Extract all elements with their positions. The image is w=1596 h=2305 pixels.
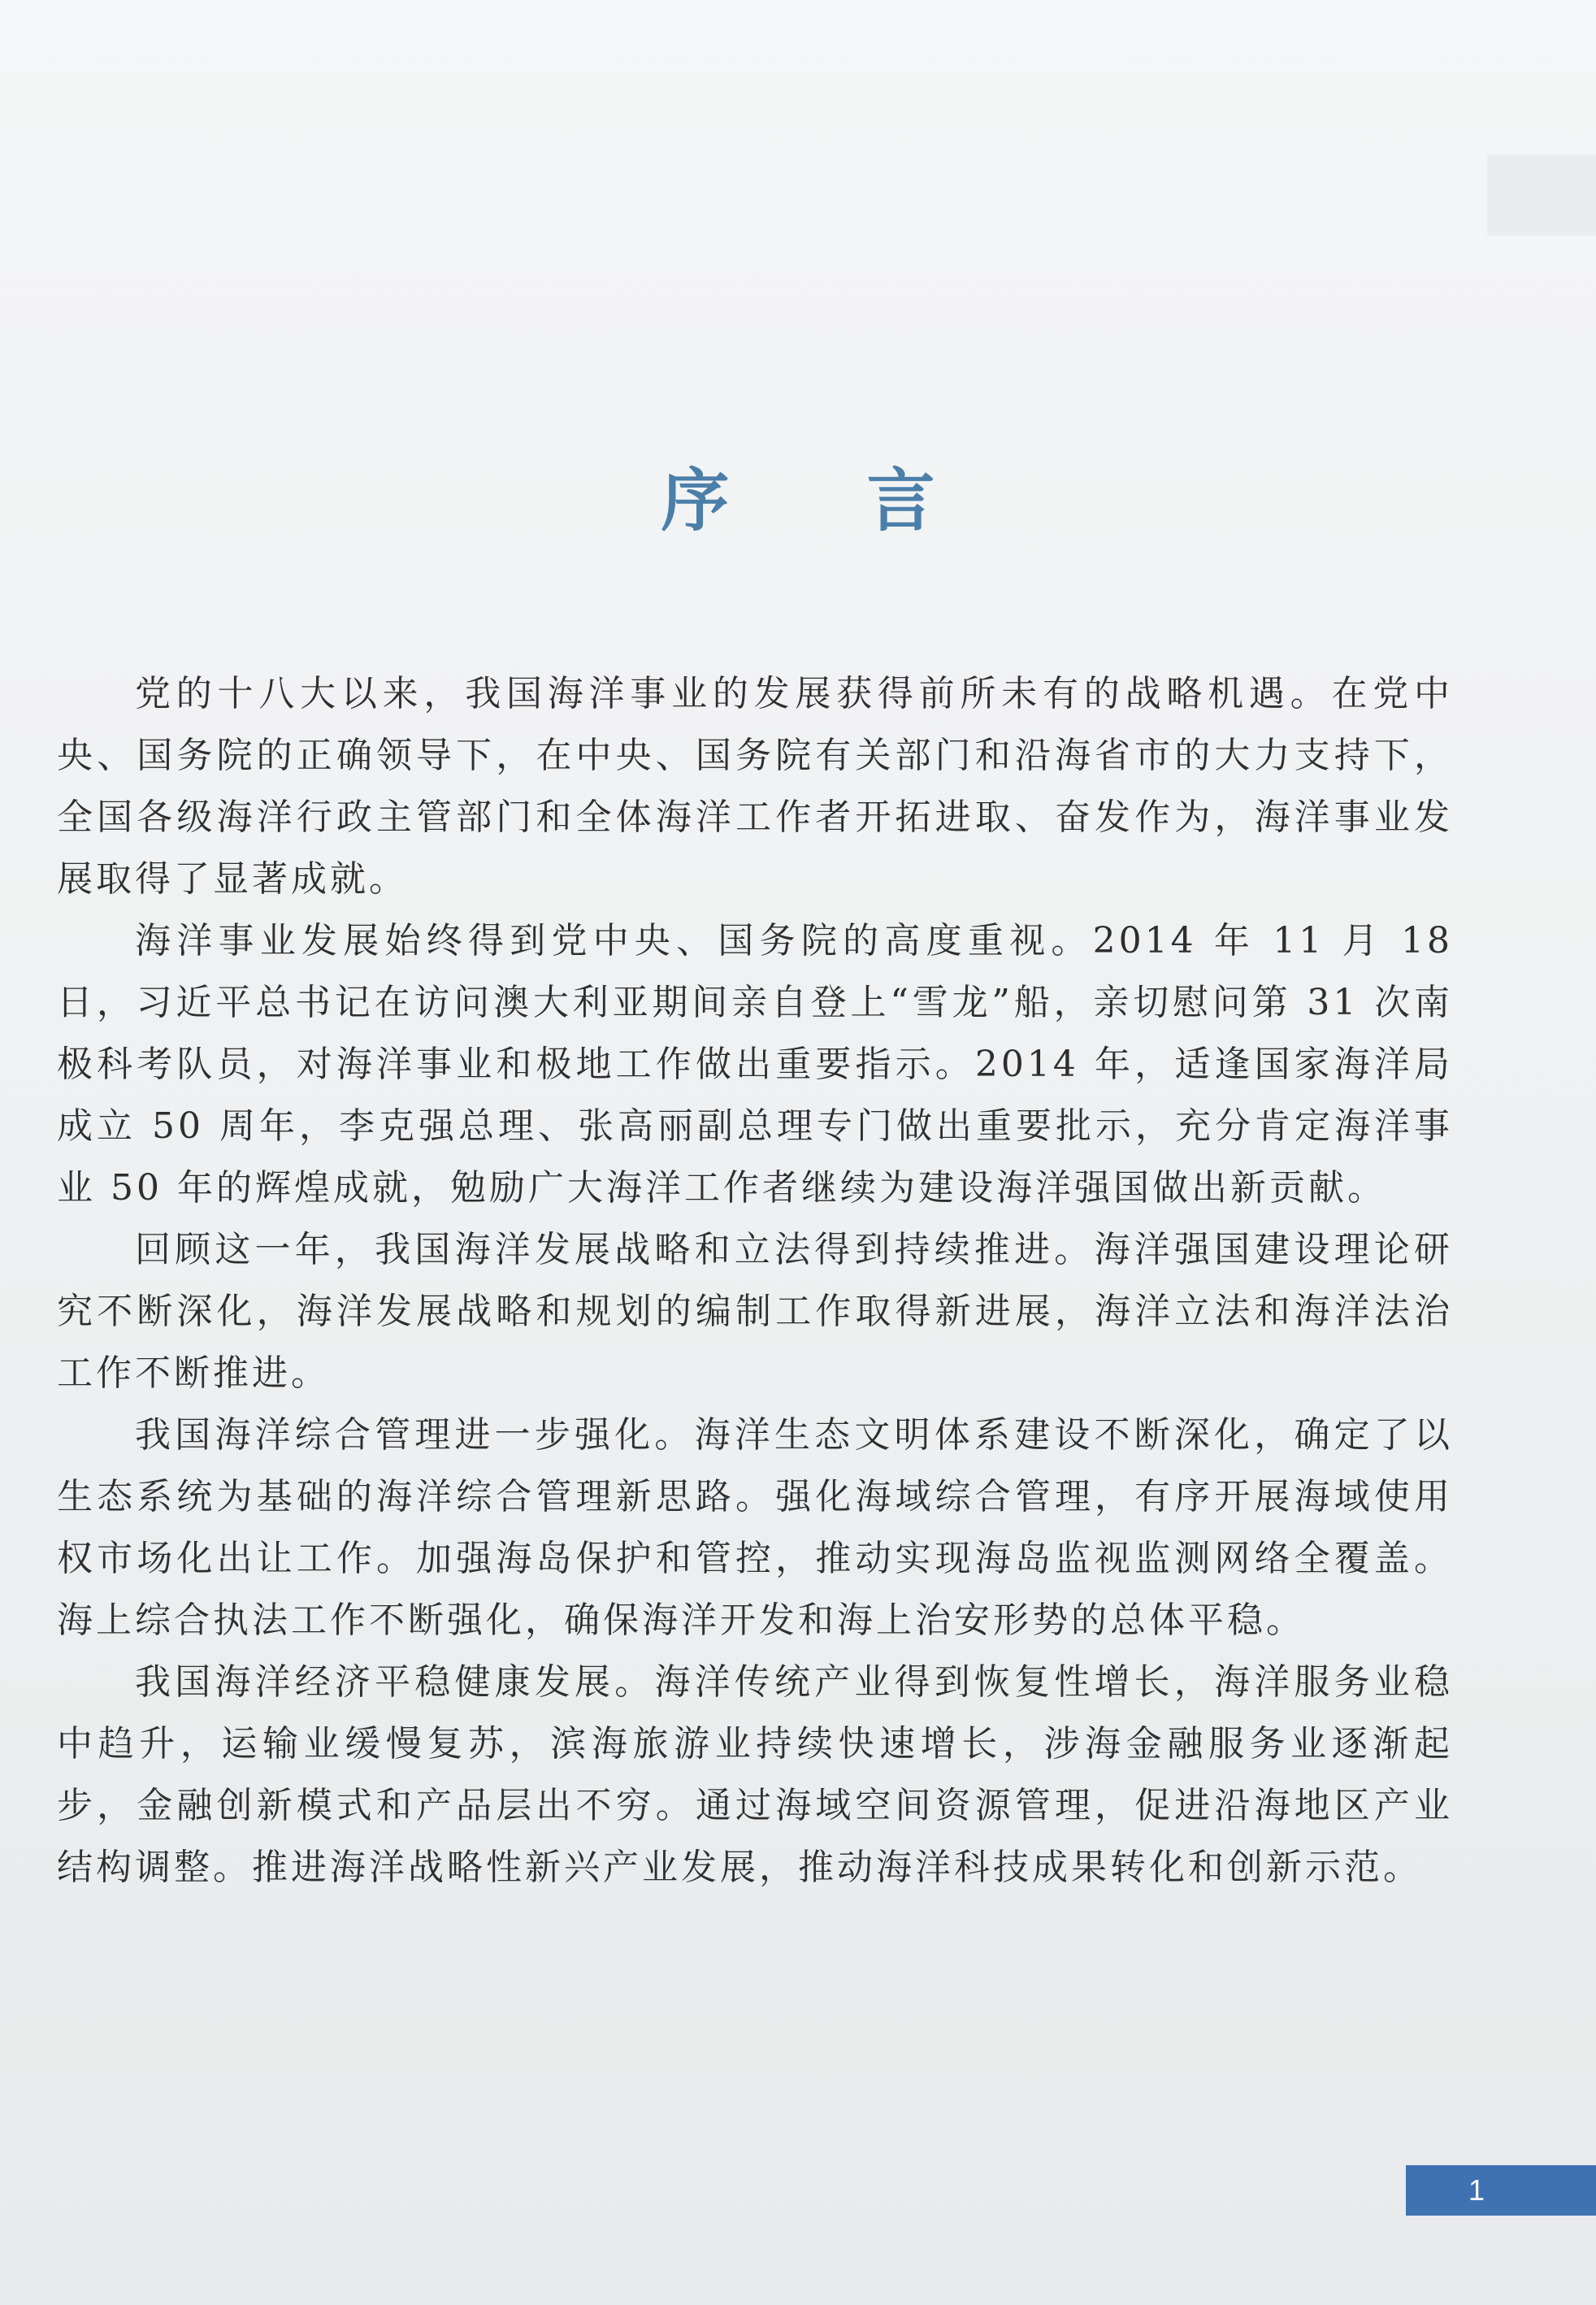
page-title: 序 言: [661, 460, 992, 541]
paragraph-4: 我国海洋综合管理进一步强化。海洋生态文明体系建设不断深化，确定了以生态系统为基础的海洋综合管理新思路。强化海域综合管理，有序开展海域使用权市场化出让工作。加强海岛保护和管控，推动实现海岛监视监测网络全覆盖。海上综合执法工作不断强化，确保海洋开发和海上治安形势的总体平稳。: [57, 1414, 1453, 1641]
paragraph-3: 回顾这一年，我国海洋发展战略和立法得到持续推进。海洋强国建设理论研究不断深化，海洋发展战略和规划的编制工作取得新进展，海洋立法和海洋法治工作不断推进。: [57, 1229, 1453, 1394]
paragraph-2: 海洋事业发展始终得到党中央、国务院的高度重视。2014 年 11 月 18 日，习近平总书记在访问澳大利亚期间亲自登上“雪龙”船，亲切慰问第 31 次南极科考队员，对海洋事业和极地工作做出重要指示。2014 年，适逢国家海洋局成立 50 周年，李克强总理、张高丽副总理专门做出重要批示，充分肯定海洋事业 50 年的辉煌成就，勉励广大海洋工作者继续为建设海洋强国做出新贡献。: [57, 920, 1453, 1209]
page-number-tab: 1: [1406, 2165, 1596, 2216]
paragraph-5: 我国海洋经济平稳健康发展。海洋传统产业得到恢复性增长，海洋服务业稳中趋升，运输业缓慢复苏，滨海旅游业持续快速增长，涉海金融服务业逐渐起步，金融创新模式和产品层出不穷。通过海域空间资源管理，促进沿海地区产业结构调整。推进海洋战略性新兴产业发展，推动海洋科技成果转化和创新示范。: [57, 1661, 1453, 1888]
page-edge-shadow: [1487, 154, 1596, 236]
paragraph-1: 党的十八大以来，我国海洋事业的发展获得前所未有的战略机遇。在党中央、国务院的正确领导下，在中央、国务院有关部门和沿海省市的大力支持下，全国各级海洋行政主管部门和全体海洋工作者开拓进取、奋发作为，海洋事业发展取得了显著成就。: [57, 673, 1453, 900]
body-text: [57, 663, 1453, 1899]
